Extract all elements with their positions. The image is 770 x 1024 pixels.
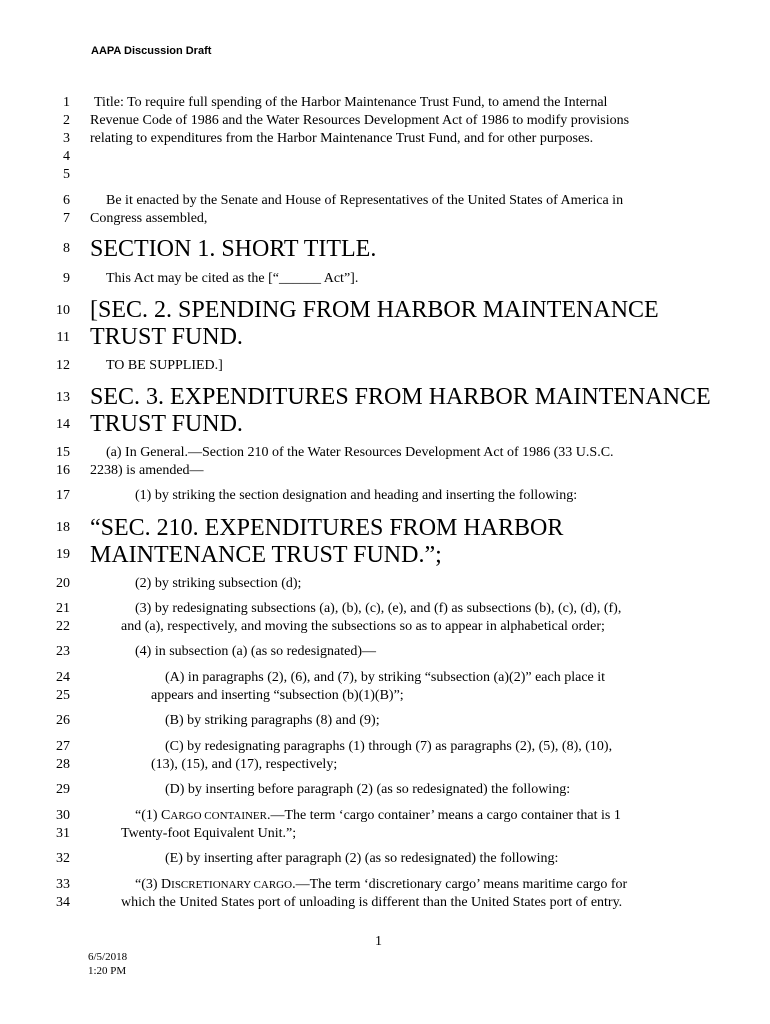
subparagraph-text: (C) by redesignating paragraphs (1) through (7) as paragraphs (2), (5), (8), (10), [165,739,613,754]
paragraph-text: (4) in subsection (a) (as so redesignated)— [135,644,377,659]
title-line: Revenue Code of 1986 and the Water Resources Development Act of 1986 to modify provisions [90,113,630,128]
line-number: 28 [56,757,70,772]
enacting-clause: Congress assembled, [90,211,208,226]
section-heading: TRUST FUND. [90,324,243,350]
definition-text [135,807,621,825]
section-heading: TRUST FUND. [90,411,243,437]
line-number: 17 [56,488,70,503]
line-number: 8 [63,241,70,256]
title-line: relating to expenditures from the Harbor Maintenance Trust Fund, and for other purposes. [90,131,594,146]
line-number: 21 [56,601,70,616]
section-text: This Act may be cited as the [“______ Act”]. [106,271,359,286]
definition-body: .—The term ‘cargo container’ means a cargo container that is 1 [266,808,621,823]
section-text: TO BE SUPPLIED.] [106,358,223,373]
page-number: 1 [375,934,382,949]
section-heading: SEC. 3. EXPENDITURES FROM HARBOR MAINTENANCE [90,384,711,410]
line-number: 5 [63,167,70,182]
line-number: 27 [56,739,70,754]
definition-text [135,876,627,894]
line-number: 24 [56,670,70,685]
line-number: 11 [56,330,70,345]
title-line: Title: To require full spending of the Harbor Maintenance Trust Fund, to amend the Internal [94,95,608,110]
subparagraph-text: appears and inserting “subsection (b)(1)(B)”; [151,688,404,703]
definition-term: ARGO CONTAINER [170,810,267,822]
definition-text: Twenty-foot Equivalent Unit.”; [121,826,297,841]
line-number: 13 [56,390,70,405]
line-number: 23 [56,644,70,659]
subsection-text: 2238) is amended— [90,463,204,478]
paragraph-text: (1) by striking the section designation and heading and inserting the following: [135,488,578,503]
subparagraph-text: (E) by inserting after paragraph (2) (as so redesignated) the following: [165,851,559,866]
draft-header: AAPA Discussion Draft [91,45,212,57]
paragraph-text: and (a), respectively, and moving the subsections so as to appear in alphabetical order; [121,619,605,634]
enacting-clause: Be it enacted by the Senate and House of Representatives of the United States of America in [106,193,624,208]
line-number: 29 [56,782,70,797]
section-heading: [SEC. 2. SPENDING FROM HARBOR MAINTENANCE [90,297,659,323]
line-number: 12 [56,358,70,373]
subparagraph-text: (B) by striking paragraphs (8) and (9); [165,713,380,728]
footer-time: 1:20 PM [88,965,127,977]
subparagraph-text: (D) by inserting before paragraph (2) (as so redesignated) the following: [165,782,571,797]
line-number: 30 [56,808,70,823]
line-number: 1 [63,95,70,110]
line-number: 15 [56,445,70,460]
line-number: 22 [56,619,70,634]
quoted-heading: MAINTENANCE TRUST FUND.”; [90,542,442,568]
line-number: 2 [63,113,70,128]
subsection-text: (a) In General.—Section 210 of the Water Resources Development Act of 1986 (33 U.S.C. [106,445,614,460]
line-number: 18 [56,520,70,535]
line-number: 16 [56,463,70,478]
line-number: 20 [56,576,70,591]
line-number: 19 [56,547,70,562]
subparagraph-text: (13), (15), and (17), respectively; [151,757,338,772]
line-number: 31 [56,826,70,841]
line-number: 6 [63,193,70,208]
footer-date: 6/5/2018 [88,951,128,963]
definition-body: .—The term ‘discretionary cargo’ means maritime cargo for [292,877,628,892]
line-number: 7 [63,211,70,226]
definition-term: ISCRETIONARY CARGO [171,879,293,891]
line-number: 10 [56,303,70,318]
line-number: 32 [56,851,70,866]
definition-text: which the United States port of unloading is different than the United States port of entry. [121,895,623,910]
paragraph-text: (3) by redesignating subsections (a), (b), (c), (e), and (f) as subsections (b), (c), (d), (f), [135,601,622,616]
line-number: 33 [56,877,70,892]
line-number: 34 [56,895,70,910]
definition-prefix: “(3) D [135,877,172,892]
line-number: 26 [56,713,70,728]
line-number: 4 [63,149,70,164]
line-number: 3 [63,131,70,146]
line-number: 9 [63,271,70,286]
subparagraph-text: (A) in paragraphs (2), (6), and (7), by striking “subsection (a)(2)” each place it [165,670,606,685]
section-heading: SECTION 1. SHORT TITLE. [90,236,377,262]
line-number: 14 [56,417,70,432]
quoted-heading: “SEC. 210. EXPENDITURES FROM HARBOR [90,515,564,541]
definition-prefix: “(1) C [135,808,171,823]
paragraph-text: (2) by striking subsection (d); [135,576,302,591]
line-number: 25 [56,688,70,703]
